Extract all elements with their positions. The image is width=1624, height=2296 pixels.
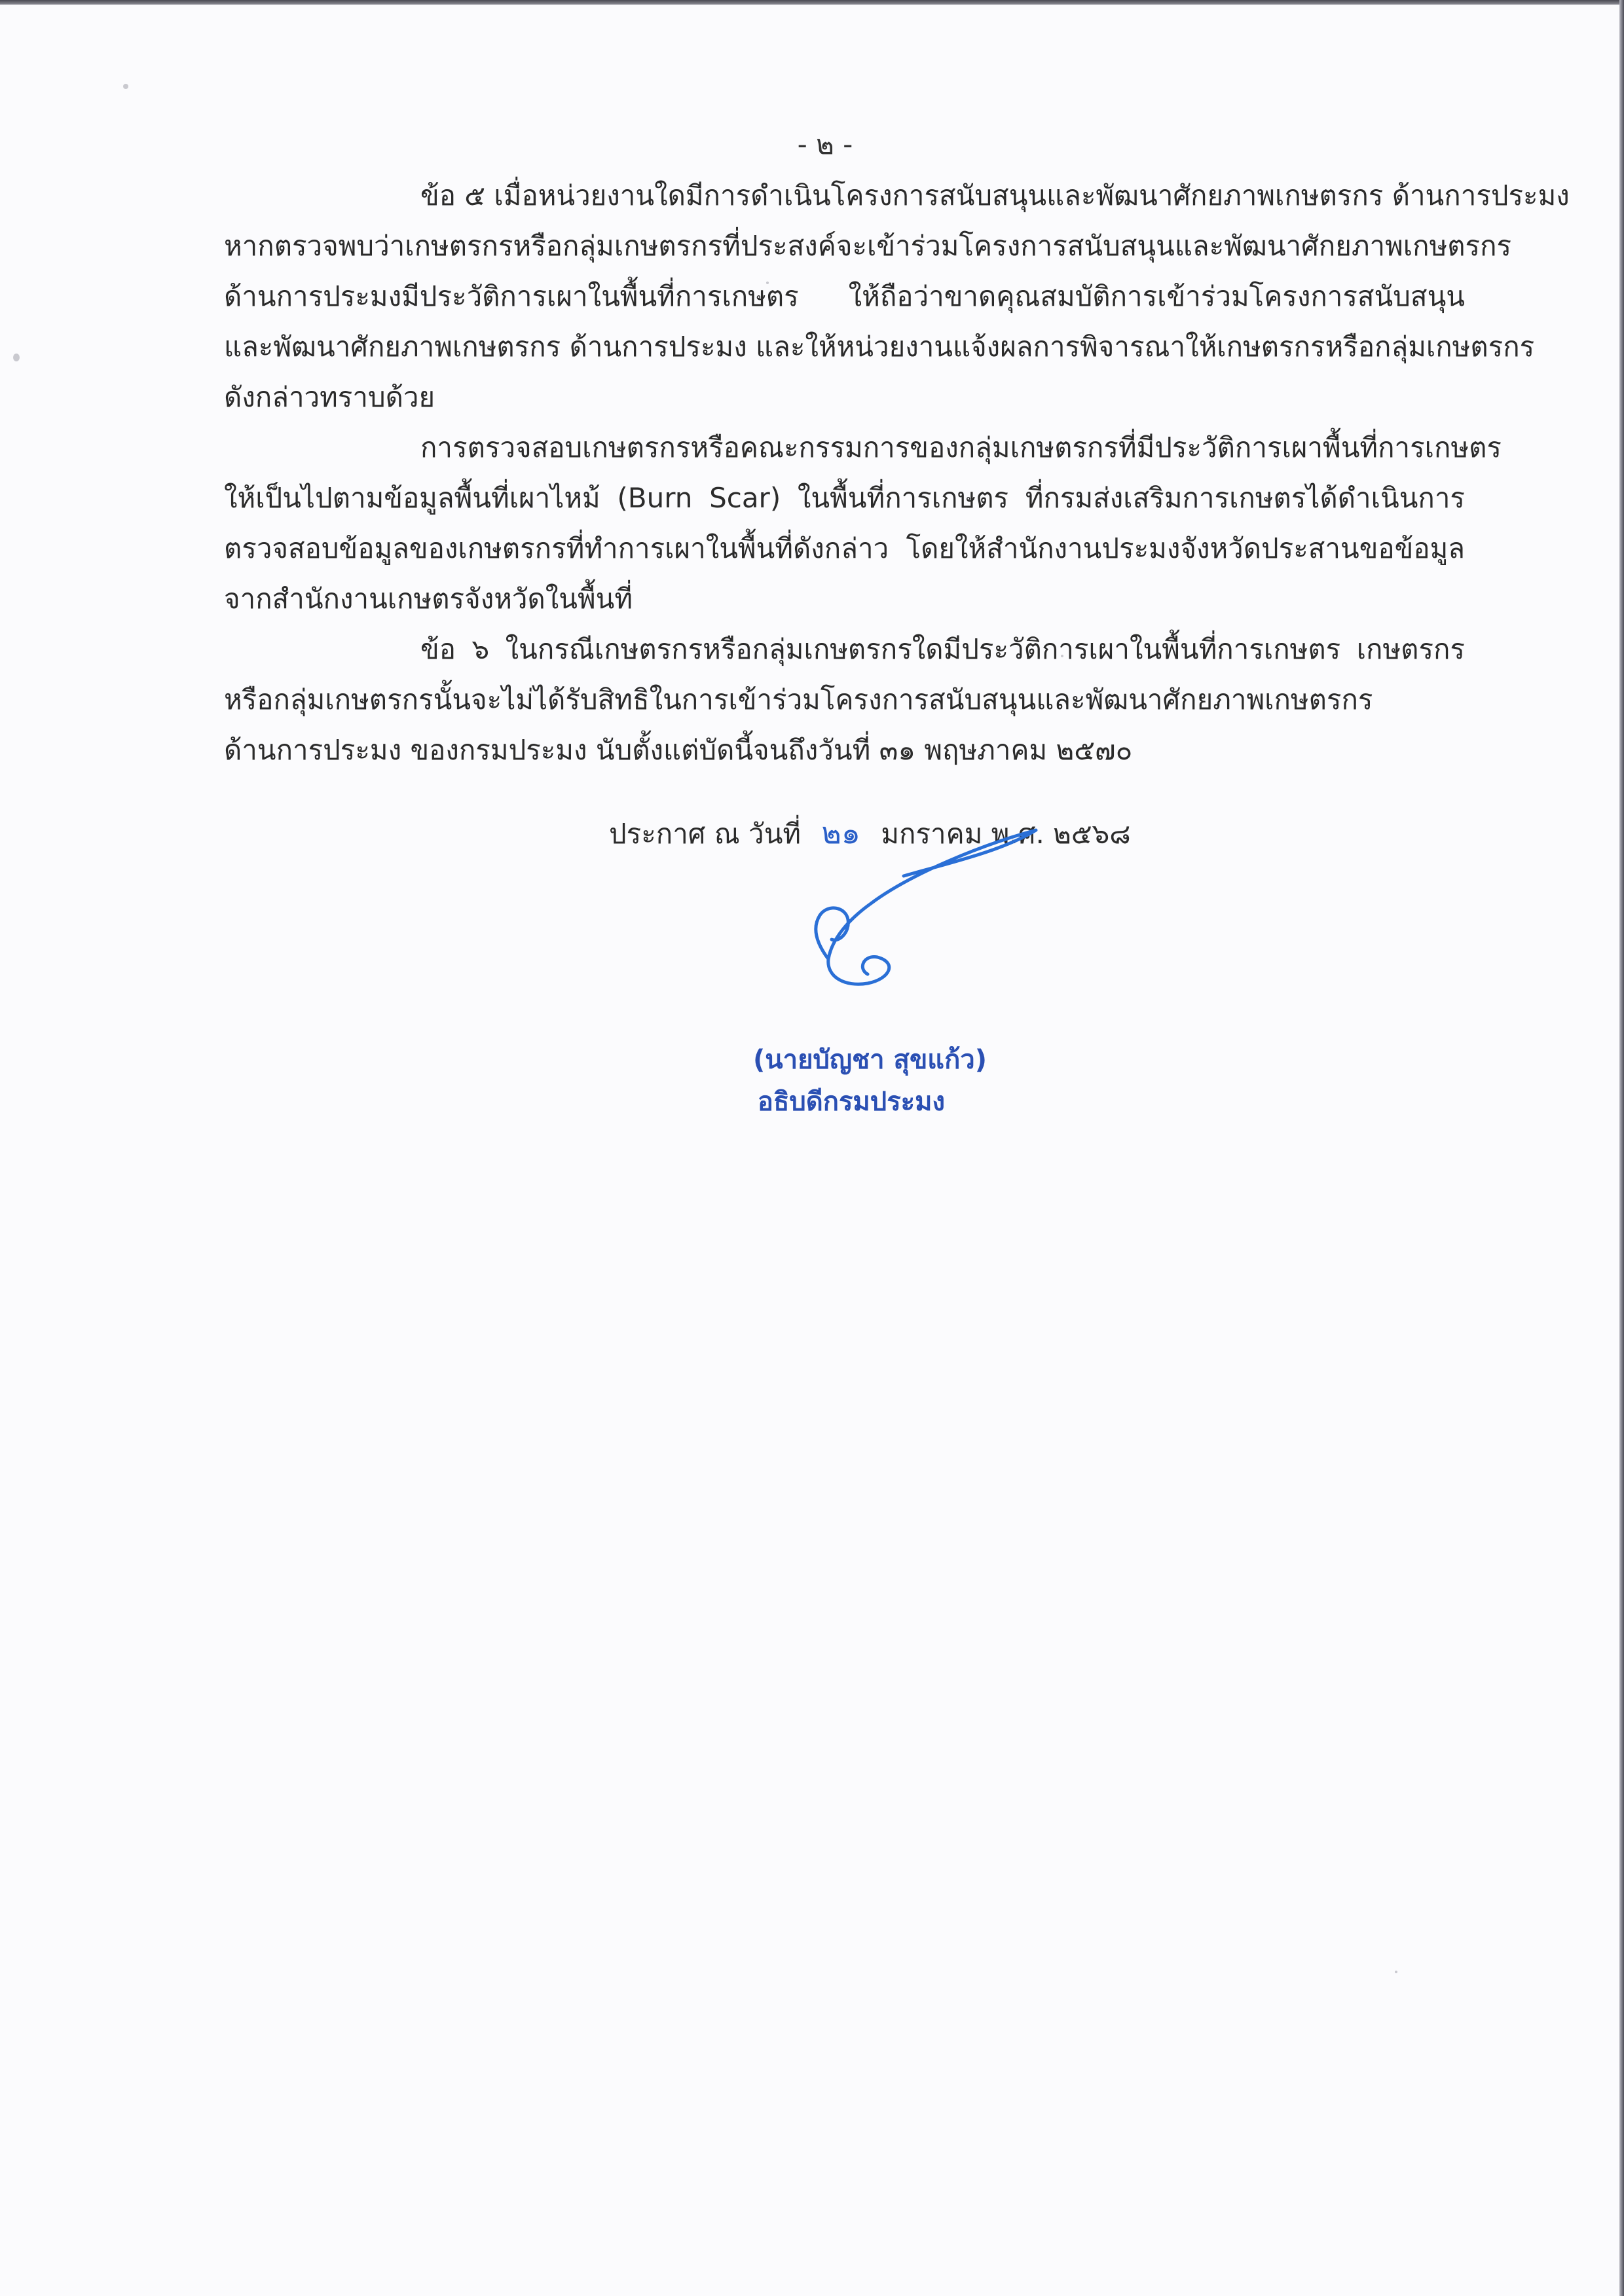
handwritten-signature (786, 805, 1153, 1002)
handwritten-day: ๒๑ (821, 815, 860, 850)
announcement-prefix: ประกาศ ณ วันที่ (609, 818, 802, 850)
scan-top-edge (0, 0, 1624, 5)
scan-right-edge (1619, 0, 1624, 2296)
body-line: จากสำนักงานเกษตรจังหวัดในพื้นที่ (224, 583, 633, 615)
scan-speck (123, 84, 128, 89)
body-line: ให้เป็นไปตามข้อมูลพื้นที่เผาไหม้ (Burn Scar) ในพื้นที่การเกษตร ที่กรมส่งเสริมการเกษตรได้ดำเนินการ (224, 482, 1465, 514)
scan-speck (13, 354, 20, 361)
signer-title: อธิบดีกรมประมง (757, 1087, 946, 1117)
signer-name: (นายบัญชา สุขแก้ว) (753, 1045, 987, 1075)
document-body (224, 170, 1570, 775)
body-line: ด้านการประมง ของกรมประมง นับตั้งแต่บัดนี้จนถึงวันที่ ๓๑ พฤษภาคม ๒๕๗๐ (224, 734, 1133, 766)
body-line: หากตรวจพบว่าเกษตรกรหรือกลุ่มเกษตรกรที่ประสงค์จะเข้าร่วมโครงการสนับสนุนและพัฒนาศักยภาพเกษตรกร (224, 230, 1512, 262)
signature-stroke (816, 830, 1036, 984)
announcement-suffix: มกราคม พ.ศ. ๒๕๖๘ (881, 818, 1131, 850)
body-line: ข้อ ๖ ในกรณีเกษตรกรหรือกลุ่มเกษตรกรใดมีประวัติการเผาในพื้นที่การเกษตร เกษตรกร (420, 633, 1465, 665)
body-line: ตรวจสอบข้อมูลของเกษตรกรที่ทำการเผาในพื้นที่ดังกล่าว โดยให้สำนักงานประมงจังหวัดประสานขอข้อมูล (224, 532, 1465, 564)
scan-speck (1395, 1971, 1397, 1973)
body-line: และพัฒนาศักยภาพเกษตรกร ด้านการประมง และให้หน่วยงานแจ้งผลการพิจารณาให้เกษตรกรหรือกลุ่มเกษตรกร (224, 331, 1535, 363)
body-line: ดังกล่าวทราบด้วย (224, 381, 435, 413)
body-line: หรือกลุ่มเกษตรกรนั้นจะไม่ได้รับสิทธิในการเข้าร่วมโครงการสนับสนุนและพัฒนาศักยภาพเกษตรกร (224, 683, 1373, 716)
body-line: ข้อ ๕ เมื่อหน่วยงานใดมีการดำเนินโครงการสนับสนุนและพัฒนาศักยภาพเกษตรกร ด้านการประมง (420, 179, 1570, 211)
body-line: การตรวจสอบเกษตรกรหรือคณะกรรมการของกลุ่มเกษตรกรที่มีประวัติการเผาพื้นที่การเกษตร (420, 431, 1502, 464)
page-number: - ๒ - (797, 128, 853, 160)
body-line: ด้านการประมงมีประวัติการเผาในพื้นที่การเกษตร ให้ถือว่าขาดคุณสมบัติการเข้าร่วมโครงการสนับสนุน (224, 280, 1465, 312)
